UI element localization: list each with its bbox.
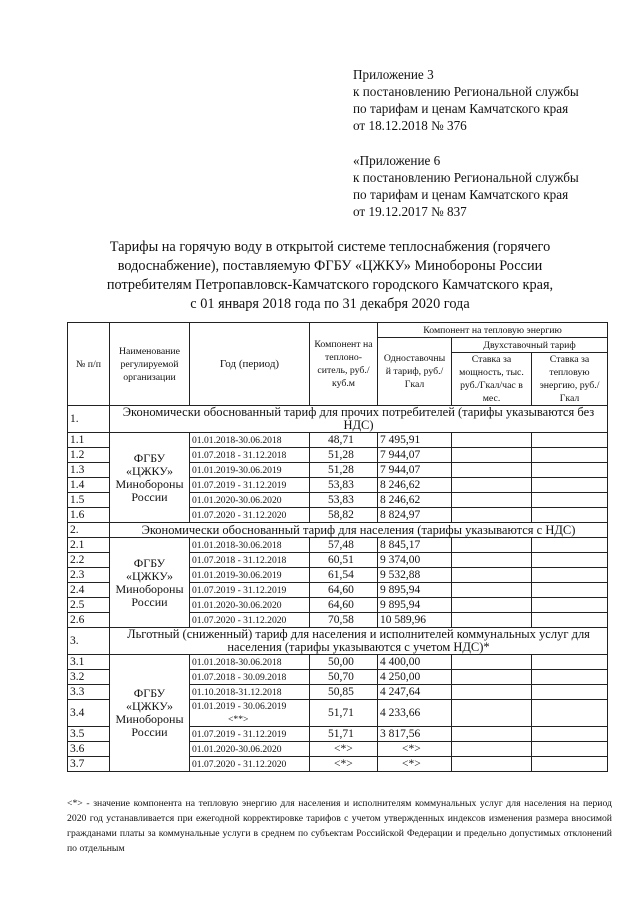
- row-number: 3.3: [68, 685, 110, 700]
- period-cell: [190, 670, 310, 685]
- energy-rate-value: [532, 742, 608, 757]
- organization-line: «ЦЖКУ»: [126, 463, 173, 478]
- one-rate-value: 7 944,07: [378, 463, 452, 478]
- period-text: 01.01.2019-30.06.2019: [192, 464, 282, 476]
- capacity-value: [452, 583, 532, 598]
- row-number: 1.1: [68, 433, 110, 448]
- organization-name: [110, 433, 190, 523]
- energy-rate-value: [532, 598, 608, 613]
- energy-rate-value: [532, 685, 608, 700]
- capacity-value: [452, 727, 532, 742]
- carrier-value: 51,71: [310, 700, 378, 727]
- energy-rate-value: [532, 757, 608, 772]
- organization-line: России: [131, 725, 168, 739]
- header-capacity: Ставка за мощность, тыс. руб./Гкал/час в мес.: [452, 353, 532, 406]
- appendix-6-line-4: от 19.12.2017 № 837: [353, 204, 467, 219]
- carrier-value: 64,60: [310, 598, 378, 613]
- period-cell: [190, 583, 310, 598]
- one-rate-value: 9 532,88: [378, 568, 452, 583]
- energy-rate-value: [532, 670, 608, 685]
- carrier-value: 48,71: [310, 433, 378, 448]
- one-rate-value: 9 895,94: [378, 583, 452, 598]
- period-text: 01.01.2019-30.06.2019: [192, 569, 282, 581]
- period-cell: [190, 553, 310, 568]
- one-rate-value: 10 589,96: [378, 613, 452, 628]
- capacity-value: [452, 757, 532, 772]
- row-number: 3.1: [68, 655, 110, 670]
- carrier-value: 61,54: [310, 568, 378, 583]
- carrier-value: 53,83: [310, 493, 378, 508]
- carrier-value: 51,71: [310, 727, 378, 742]
- one-rate-value: 9 895,94: [378, 598, 452, 613]
- period-cell: [190, 463, 310, 478]
- period-text: 01.01.2018-30.06.2018: [192, 539, 282, 551]
- period-text: 01.01.2020-30.06.2020: [192, 743, 282, 755]
- carrier-value: 51,28: [310, 463, 378, 478]
- organization-line: Минобороны: [115, 712, 184, 726]
- row-number: 1.2: [68, 448, 110, 463]
- organization-line: ФГБУ: [133, 686, 166, 700]
- table-row: [68, 655, 608, 670]
- organization-line: Минобороны: [115, 581, 184, 596]
- capacity-value: [452, 742, 532, 757]
- section-row: [68, 628, 608, 655]
- capacity-value: [452, 568, 532, 583]
- period-cell: [190, 742, 310, 757]
- capacity-value: [452, 448, 532, 463]
- organization-line: Минобороны: [115, 476, 184, 491]
- capacity-value: [452, 553, 532, 568]
- one-rate-value: 4 247,64: [378, 685, 452, 700]
- energy-rate-value: [532, 463, 608, 478]
- appendix-6-line-3: по тарифам и ценам Камчатского края: [353, 187, 569, 202]
- one-rate-value: <*>: [378, 742, 452, 757]
- carrier-value: 50,85: [310, 685, 378, 700]
- period-cell: [190, 598, 310, 613]
- energy-rate-value: [532, 553, 608, 568]
- organization-line: России: [131, 489, 168, 504]
- appendix-3-header: [353, 66, 623, 134]
- energy-rate-value: [532, 583, 608, 598]
- row-number: 2.4: [68, 583, 110, 598]
- header-carrier: Компонент на теплоно-ситель, руб./куб.м: [310, 323, 378, 406]
- one-rate-value: 8 824,97: [378, 508, 452, 523]
- row-number: 3.2: [68, 670, 110, 685]
- period-text: 01.07.2019 - 31.12.2019: [192, 728, 287, 740]
- energy-rate-value: [532, 448, 608, 463]
- row-number: 2.6: [68, 613, 110, 628]
- carrier-value: <*>: [310, 757, 378, 772]
- one-rate-value: 8 845,17: [378, 538, 452, 553]
- carrier-value: 64,60: [310, 583, 378, 598]
- row-number: 3.7: [68, 757, 110, 772]
- energy-rate-value: [532, 727, 608, 742]
- carrier-value: 58,82: [310, 508, 378, 523]
- organization-line: России: [131, 594, 168, 609]
- organization-line: «ЦЖКУ»: [126, 568, 173, 583]
- row-number: 1.5: [68, 493, 110, 508]
- period-cell: [190, 433, 310, 448]
- tariff-table: [67, 322, 608, 772]
- capacity-value: [452, 493, 532, 508]
- capacity-value: [452, 508, 532, 523]
- period-cell: [190, 685, 310, 700]
- title-line-1: Тарифы на горячую воду в открытой системе теплоснабжения (горячего: [109, 239, 551, 255]
- period-text: 01.07.2019 - 31.12.2019: [192, 584, 287, 596]
- period-cell: [190, 613, 310, 628]
- header-org: Наименование регулируемой организации: [110, 323, 190, 406]
- period-text: 01.07.2018 - 31.12.2018: [192, 449, 287, 461]
- title-line-2: водоснабжение), поставляемую ФГБУ «ЦЖКУ» Минобороны России: [117, 258, 543, 274]
- period-cell: [190, 538, 310, 553]
- energy-rate-value: [532, 700, 608, 727]
- capacity-value: [452, 685, 532, 700]
- carrier-value: 70,58: [310, 613, 378, 628]
- period-text: 01.01.2018-30.06.2018: [192, 656, 282, 668]
- period-text: 01.07.2019 - 31.12.2019: [192, 479, 287, 491]
- table-row: [68, 433, 608, 448]
- energy-rate-value: [532, 433, 608, 448]
- organization-name: [110, 538, 190, 628]
- capacity-value: [452, 655, 532, 670]
- section-title: Экономически обоснованный тариф для населения (тарифы указываются с НДС): [110, 523, 608, 538]
- appendix-3-line-4: от 18.12.2018 № 376: [353, 118, 467, 133]
- appendix-6-header: [353, 152, 623, 220]
- header-period: Год (период): [190, 323, 310, 406]
- section-title: Экономически обоснованный тариф для прочих потребителей (тарифы указываются без НДС): [110, 406, 608, 433]
- carrier-value: 50,70: [310, 670, 378, 685]
- period-cell: [190, 727, 310, 742]
- capacity-value: [452, 598, 532, 613]
- header-row: [68, 323, 608, 338]
- energy-rate-value: [532, 538, 608, 553]
- row-number: 1.4: [68, 478, 110, 493]
- period-note: <**>: [228, 714, 249, 725]
- row-number: 2.3: [68, 568, 110, 583]
- appendix-6-line-1: «Приложение 6: [353, 153, 441, 168]
- carrier-value: 50,00: [310, 655, 378, 670]
- organization-line: ФГБУ: [133, 450, 166, 465]
- period-cell: [190, 493, 310, 508]
- period-cell: [190, 478, 310, 493]
- one-rate-value: 7 495,91: [378, 433, 452, 448]
- energy-rate-value: [532, 493, 608, 508]
- period-cell: [190, 757, 310, 772]
- section-row: [68, 523, 608, 538]
- period-cell: [190, 655, 310, 670]
- header-energy-rate: Ставка за тепловую энергию, руб./Гкал: [532, 353, 608, 406]
- organization-line: «ЦЖКУ»: [126, 699, 173, 713]
- energy-rate-value: [532, 478, 608, 493]
- header-two-rate: Двухставочный тариф: [452, 338, 608, 353]
- carrier-value: 57,48: [310, 538, 378, 553]
- row-number: 1.6: [68, 508, 110, 523]
- period-text: 01.07.2018 - 31.12.2018: [192, 554, 287, 566]
- header-one-rate: Одноставочны й тариф, руб./Гкал: [378, 338, 452, 406]
- organization-name: [110, 655, 190, 772]
- one-rate-value: 8 246,62: [378, 478, 452, 493]
- document-title: [90, 238, 570, 314]
- section-row: [68, 406, 608, 433]
- row-number: 3.5: [68, 727, 110, 742]
- row-number: 2.2: [68, 553, 110, 568]
- section-title: Льготный (сниженный) тариф для населения и исполнителей коммунальных услуг для населения (тарифы указываются с учетом НДС)*: [110, 628, 608, 655]
- period-text: 01.10.2018-31.12.2018: [192, 686, 282, 698]
- one-rate-value: 8 246,62: [378, 493, 452, 508]
- period-cell: [190, 448, 310, 463]
- carrier-value: 51,28: [310, 448, 378, 463]
- section-number: 1.: [68, 406, 110, 433]
- period-text: 01.01.2019 - 30.06.2019: [192, 701, 287, 712]
- period-text: 01.07.2020 - 31.12.2020: [192, 509, 287, 521]
- one-rate-value: <*>: [378, 757, 452, 772]
- period-text: 01.01.2020-30.06.2020: [192, 599, 282, 611]
- appendix-3-line-1: Приложение 3: [353, 67, 434, 82]
- capacity-value: [452, 478, 532, 493]
- header-no: № п/п: [68, 323, 110, 406]
- period-cell: [190, 508, 310, 523]
- period-cell: [190, 700, 310, 727]
- row-number: 2.5: [68, 598, 110, 613]
- table-row: [68, 538, 608, 553]
- capacity-value: [452, 613, 532, 628]
- one-rate-value: 7 944,07: [378, 448, 452, 463]
- one-rate-value: 4 250,00: [378, 670, 452, 685]
- title-line-3: потребителям Петропавловск-Камчатского городского Камчатского края,: [106, 277, 554, 293]
- energy-rate-value: [532, 568, 608, 583]
- period-text: 01.01.2020-30.06.2020: [192, 494, 282, 506]
- period-text: 01.07.2018 - 30.09.2018: [192, 671, 287, 683]
- row-number: 3.6: [68, 742, 110, 757]
- section-number: 2.: [68, 523, 110, 538]
- period-text: 01.01.2018-30.06.2018: [192, 434, 282, 446]
- one-rate-value: 3 817,56: [378, 727, 452, 742]
- appendix-3-line-2: к постановлению Региональной службы: [353, 84, 579, 99]
- energy-rate-value: [532, 655, 608, 670]
- one-rate-value: 4 233,66: [378, 700, 452, 727]
- section-number: 3.: [68, 628, 110, 655]
- capacity-value: [452, 538, 532, 553]
- carrier-value: 53,83: [310, 478, 378, 493]
- period-text: 01.07.2020 - 31.12.2020: [192, 614, 287, 626]
- carrier-value: <*>: [310, 742, 378, 757]
- capacity-value: [452, 463, 532, 478]
- one-rate-value: 4 400,00: [378, 655, 452, 670]
- title-line-4: с 01 января 2018 года по 31 декабря 2020 года: [190, 296, 470, 312]
- period-text: 01.07.2020 - 31.12.2020: [192, 758, 287, 770]
- row-number: 3.4: [68, 700, 110, 727]
- organization-line: ФГБУ: [133, 555, 166, 570]
- appendix-3-line-3: по тарифам и ценам Камчатского края: [353, 101, 569, 116]
- row-number: 2.1: [68, 538, 110, 553]
- energy-rate-value: [532, 508, 608, 523]
- header-energy: Компонент на тепловую энергию: [378, 323, 608, 338]
- footnote: <*> - значение компонента на тепловую энергию для населения и исполнителям коммунальных услуг для населения на период 2020 год устанавливается при ежегодной корректировке тарифов с учетом утвержденных индексов изменения размера вносимой гражданами платы за коммунальные услуги в среднем по субъектам Российской Федерации и предельно допустимых отклонений по отдельным: [67, 798, 612, 854]
- row-number: 1.3: [68, 463, 110, 478]
- period-cell: [190, 568, 310, 583]
- energy-rate-value: [532, 613, 608, 628]
- one-rate-value: 9 374,00: [378, 553, 452, 568]
- capacity-value: [452, 670, 532, 685]
- carrier-value: 60,51: [310, 553, 378, 568]
- appendix-6-line-2: к постановлению Региональной службы: [353, 170, 579, 185]
- capacity-value: [452, 700, 532, 727]
- capacity-value: [452, 433, 532, 448]
